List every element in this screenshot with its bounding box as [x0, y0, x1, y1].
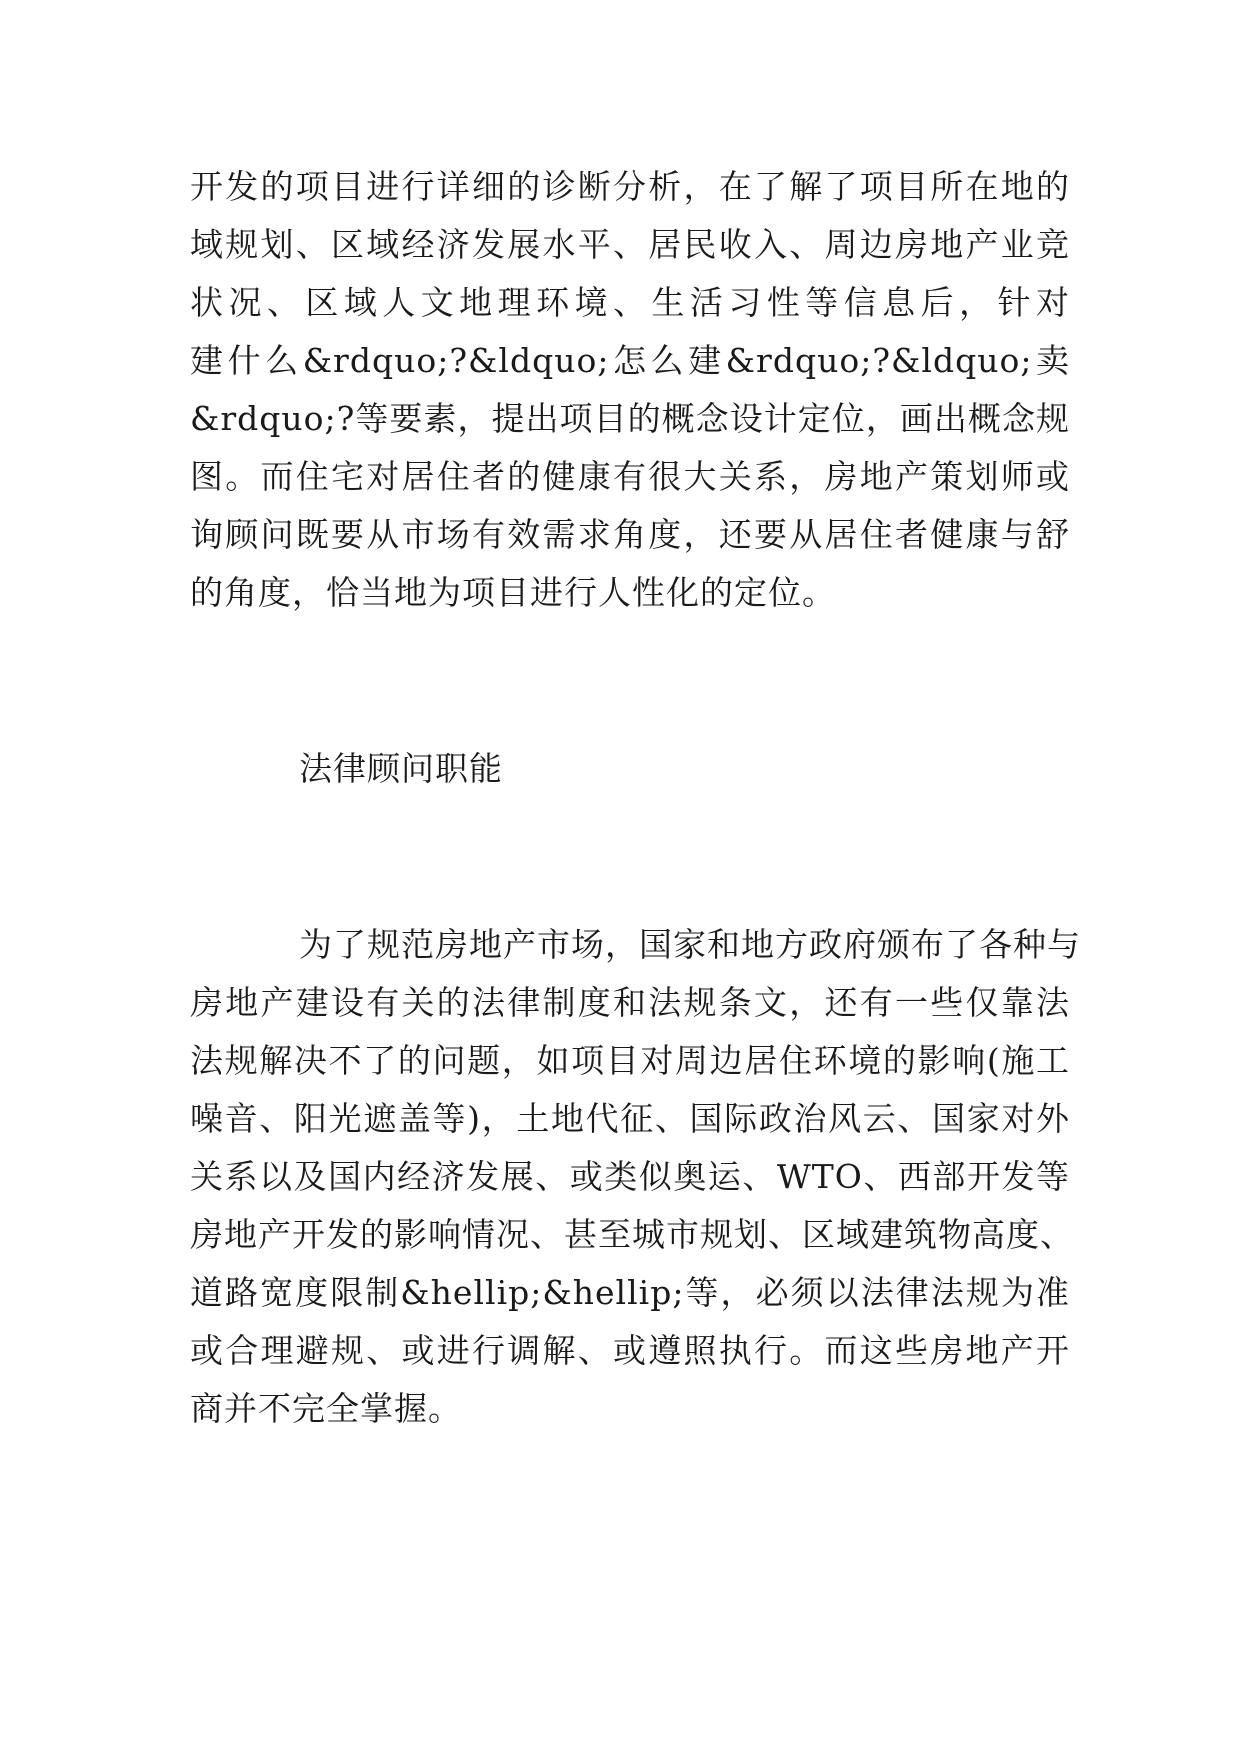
paragraph-2-line: 房地产开发的影响情况、甚至城市规划、区域建筑物高度、: [190, 1215, 1074, 1254]
paragraph-1-line: 建什么&rdquo;?&ldquo;怎么建&rdquo;?&ldquo;卖: [190, 341, 1070, 380]
paragraph-1-line: 图。而住宅对居住者的健康有很大关系，房地产策划师或: [190, 457, 1070, 496]
paragraph-2: [190, 916, 1081, 1438]
section-heading-text: 法律顾问职能: [299, 749, 503, 788]
paragraph-2-line: 房地产建设有关的法律制度和法规条文，还有一些仅靠法: [190, 983, 1070, 1022]
paragraph-1-line: 询顾问既要从市场有效需求角度，还要从居住者健康与舒: [190, 515, 1070, 554]
section-heading: [299, 740, 699, 798]
paragraph-2-line: 道路宽度限制&hellip;&hellip;等，必须以法律法规为准: [190, 1273, 1070, 1312]
paragraph-1-line: &rdquo;?等要素，提出项目的概念设计定位，画出概念规: [190, 399, 1070, 438]
paragraph-1-line: 域规划、区域经济发展水平、居民收入、周边房地产业竞: [190, 225, 1070, 264]
paragraph-2-line: 或合理避规、或进行调解、或遵照执行。而这些房地产开: [190, 1331, 1070, 1370]
paragraph-2-line: 为了规范房地产市场，国家和地方政府颁布了各种与: [299, 925, 1081, 964]
paragraph-2-line: 噪音、阳光遮盖等)，土地代征、国际政治风云、国家对外: [190, 1099, 1070, 1138]
paragraph-1-line: 的角度，恰当地为项目进行人性化的定位。: [190, 573, 836, 612]
paragraph-1: [190, 158, 1070, 622]
paragraph-1-line: 开发的项目进行详细的诊断分析，在了解了项目所在地的: [190, 167, 1070, 206]
paragraph-2-line: 关系以及国内经济发展、或类似奥运、WTO、西部开发等: [190, 1157, 1070, 1196]
paragraph-2-line: 商并不完全掌握。: [190, 1389, 462, 1428]
paragraph-2-line: 法规解决不了的问题，如项目对周边居住环境的影响(施工: [190, 1041, 1070, 1080]
paragraph-1-line: 状况、区域人文地理环境、生活习性等信息后，针对: [190, 283, 1070, 322]
